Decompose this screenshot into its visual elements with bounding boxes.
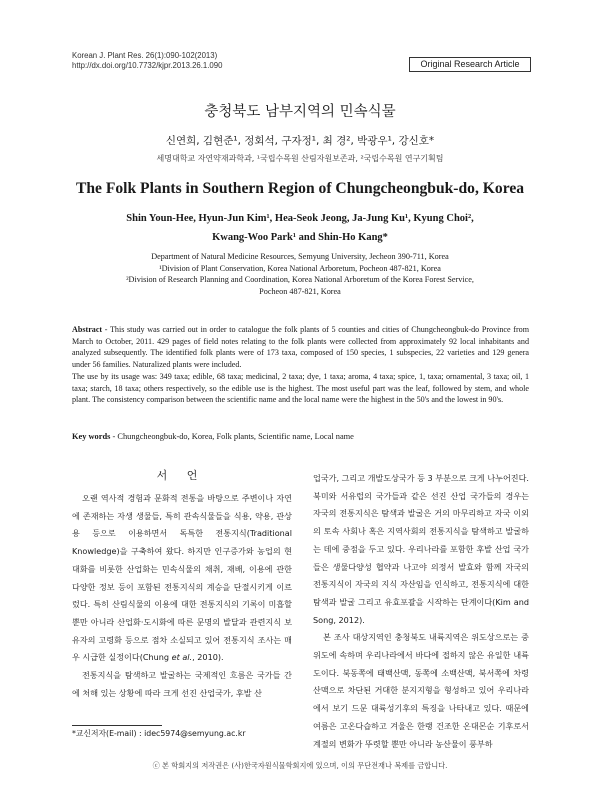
affiliation-2: ¹Division of Plant Conservation, Korea National Arboretum, Pocheon 487-821, Korea [159,263,441,273]
paragraph: 전통지식을 탐색하고 발굴하는 국제적인 흐름은 국가들 간에 처해 있는 상황에 따라 크게 선진 산업국가, 후발 산 [72,670,292,698]
english-authors-line1: Shin Youn-Hee, Hyun-Jun Kim¹, Hea-Seok Jeong, Ja-Jung Ku¹, Kyung Choi², [126,213,474,224]
affiliation-1: Department of Natural Medicine Resources, Semyung University, Jecheon 390-711, Korea [151,252,449,261]
abstract-text-2: The use by its usage was: 349 taxa; edible, 68 taxa; medicinal, 2 taxa; dye, 1 taxa; aroma, 4 taxa; spice, 1, taxa; ornamental, 3 taxa; oil, 1 taxa; starch, 18 taxa; others respectively, so the edible use is the highest. The most useful part was the leaf, followed by stem, and whole plant. The consistency comparison between the scientific name and the local name were the highest in the 50's and the lowest in 90's. [72,371,529,405]
paragraph-text: 오랜 역사적 경험과 문화적 전통을 바탕으로 주변이나 자연에 존재하는 자생 생물들, 특히 관속식물들을 식용, 약용, 관상용 등으로 이용하면서 독특한 전통지식(Traditional Knowledge)을 구축하여 왔다. 하지만 인구증가와 농업의 현대화를 비롯한 산업화는 민속식물의 채취, 재배, 이용에 관한 다양한 정보 등이 포함된 전통지식의 계승을 단절시키게 이르렀다. 특히 산림식물의 이용에 대한 전통지식의 기록이 미흡할 뿐만 아니라 산업화·도시화에 따른 문명의 발달과 관련지식 보유자의 고령화 등으로 점차 소실되고 있어 전통지식 조사는 매우 시급한 실정이다(Chung [72,493,292,663]
keywords-label: Key words [72,432,111,441]
copyright-footer: ⓒ 본 학회지의 저작권은 (사)한국자원식물학회지에 있으며, 이의 무단전재나 복제를 금합니다. [152,761,448,770]
abstract [72,324,529,406]
korean-authors: 신연희, 김현준¹, 정회석, 구자정¹, 최 경², 박광우¹, 강신호* [165,135,435,147]
journal-header [72,51,222,71]
section-title-introduction: 서 언 [156,469,206,482]
keywords [72,432,354,441]
doi-link[interactable]: http://dx.doi.org/10.7732/kjpr.2013.26.1.090 [72,61,223,70]
citation-et-al: et al. [171,652,193,663]
korean-affiliation: 세명대학교 자연약재과학과, ¹국립수목원 산림자원보존과, ²국립수목원 연구기획팀 [156,154,444,163]
english-affiliations [72,251,528,297]
article-type-badge: Original Research Article [409,57,531,72]
paragraph: 업국가, 그리고 개발도상국가 등 3 부분으로 크게 나누어진다. 북미와 서유럽의 국가들과 같은 선진 산업 국가들의 경우는 자국의 전통지식은 탐색과 발굴은 거의 마무리하고 자국 이외의 토속 사회나 혹은 지역사회의 전통지식을 탐색하고 발굴하는 데에 중점을 두고 있다. 우리나라를 포함한 후발 산업 국가들은 생물다양성 협약과 나고야 의정서 발효와 함께 자국의 전통지식이 자국의 지식 자산임을 인식하고, 전통지식에 대한 탐색과 발굴 그리고 유효포괄을 시작하는 단계이다(Kim and Song, 2012). [313,473,529,625]
correspondence-note: *교신저자(E-mail) : idec5974@semyung.ac.kr [72,729,246,738]
citation-end: , 2010). [192,652,224,663]
body-column-right [313,470,529,753]
abstract-text: - This study was carried out in order to catalogue the folk plants of 5 counties and cities of Chungcheongbuk-do Province from March to October, 2011. 429 pages of field notes relating to the folk plants were collected from approximately 92 local inhabitants and analyzed subsequently. The identified folk plants were of 173 taxa, composed of 150 species, 1 subspecies, 22 varieties and 129 genera under 56 families. Naturalized plants were included. [72,325,529,370]
paragraph [72,490,292,667]
paragraph: 본 조사 대상지역인 충청북도 내륙지역은 위도상으로는 중위도에 속하며 우리나라에서 바다에 접하지 않은 유일한 내륙도이다. 북동쪽에 태백산맥, 동쪽에 소백산맥, 북서쪽에 차령산맥으로 차단된 거대한 분지지형을 형성하고 있어 우리나라에서 보기 드문 대륙성기후의 특징을 나타내고 있다. 때문에 여름은 고온다습하고 겨울은 한랭 건조한 온대몬순 기후로서 계절의 변화가 뚜렷할 뿐만 아니라 농산물이 풍부하 [313,632,529,749]
journal-citation: Korean J. Plant Res. 26(1):090-102(2013) [72,51,218,60]
english-authors-line2: Kwang-Woo Park¹ and Shin-Ho Kang* [212,232,388,243]
english-title: The Folk Plants in Southern Region of Chungcheongbuk-do, Korea [75,180,525,197]
keywords-text: - Chungcheongbuk-do, Korea, Folk plants, Scientific name, Local name [110,432,354,441]
footnote-rule [72,725,162,726]
affiliation-3: ²Division of Research Planning and Coordination, Korea National Arboretum of the Korea Forest Service, [126,275,474,285]
korean-title: 충청북도 남부지역의 민속식물 [204,104,396,120]
body-column-left [72,490,292,702]
abstract-label: Abstract [72,325,103,334]
affiliation-4: Pocheon 487-821, Korea [259,286,341,296]
